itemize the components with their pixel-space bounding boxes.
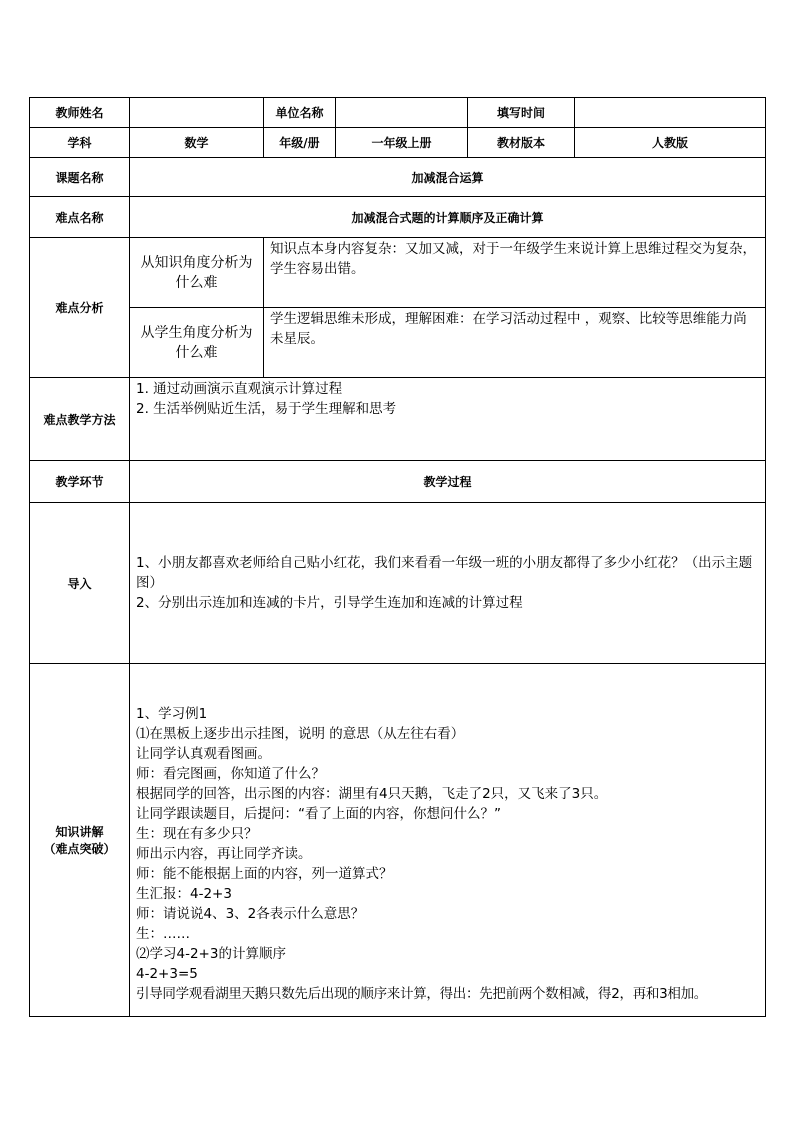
lecture-line-2: ⑴在黑板上逐步出示挂图，说明 的意思（从左往右看） <box>136 726 465 742</box>
student-angle-label <box>130 308 264 378</box>
student-angle-text: 学生逻辑思维未形成，理解困难：在学习活动过程中 ，观察、比较等思维能力尚未星辰。 <box>264 308 766 378</box>
intro-paragraph-2: 2、分别出示连加和连减的卡片，引导学生连加和连减的计算过程 <box>136 595 523 611</box>
lecture-line-4: 师：看完图画，你知道了什么？ <box>136 766 325 782</box>
subject-value: 数学 <box>130 128 264 158</box>
edition-label: 教材版本 <box>468 128 575 158</box>
knowledge-angle-label-line-1: 从知识角度分析为 <box>140 254 253 271</box>
process-title: 教学过程 <box>130 461 766 503</box>
grade-value: 一年级上册 <box>336 128 468 158</box>
lecture-line-3: 让同学认真观看图画。 <box>136 746 271 762</box>
lecture-label-line-1: 知识讲解 <box>55 825 104 839</box>
lecture-line-1: 1、学习例1 <box>136 706 208 722</box>
analysis-label: 难点分析 <box>30 238 130 378</box>
lecture-label-line-2: （难点突破） <box>43 842 116 856</box>
intro-content <box>130 503 766 664</box>
difficulty-row <box>30 197 766 238</box>
header-row-2 <box>30 128 766 158</box>
fill-date-value <box>575 98 766 128</box>
knowledge-angle-label-line-2: 什么难 <box>175 274 218 291</box>
analysis-row-knowledge <box>30 238 766 308</box>
knowledge-angle-label <box>130 238 264 308</box>
lecture-label <box>30 664 130 1017</box>
lecture-line-14: 4-2+3=5 <box>136 966 198 982</box>
process-stage-label: 教学环节 <box>30 461 130 503</box>
lecture-content <box>130 664 766 1017</box>
lesson-plan-table <box>29 97 766 1017</box>
difficulty-value: 加减混合式题的计算顺序及正确计算 <box>130 197 766 238</box>
teacher-name-value <box>130 98 264 128</box>
lecture-line-13: ⑵学习4-2+3的计算顺序 <box>136 946 286 962</box>
student-angle-label-line-1: 从学生角度分析为 <box>140 324 253 341</box>
unit-name-value <box>336 98 468 128</box>
intro-row <box>30 503 766 664</box>
unit-name-label: 单位名称 <box>264 98 336 128</box>
grade-label: 年级/册 <box>264 128 336 158</box>
lecture-line-6: 让同学跟读题目，后提问：“看了上面的内容，你想问什么？” <box>136 806 501 822</box>
process-header-row <box>30 461 766 503</box>
methods-list <box>130 378 766 461</box>
teacher-name-label: 教师姓名 <box>30 98 130 128</box>
subject-label: 学科 <box>30 128 130 158</box>
lecture-line-15: 引导同学观看湖里天鹅只数先后出现的顺序来计算，得出：先把前两个数相减，得2，再和3相加。 <box>136 986 707 1002</box>
knowledge-angle-text: 知识点本身内容复杂：又加又减，对于一年级学生来说计算上思维过程交为复杂，学生容易出错。 <box>264 238 766 308</box>
lecture-line-7: 生：现在有多少只？ <box>136 826 258 842</box>
analysis-row-student <box>30 308 766 378</box>
intro-label: 导入 <box>30 503 130 664</box>
fill-date-label: 填写时间 <box>468 98 575 128</box>
methods-row <box>30 378 766 461</box>
method-item-2: 2. 生活举例贴近生活，易于学生理解和思考 <box>136 401 397 417</box>
lecture-line-5: 根据同学的回答，出示图的内容：湖里有4只天鹅，飞走了2只，又飞来了3只。 <box>136 786 608 802</box>
header-row-1 <box>30 98 766 128</box>
topic-label: 课题名称 <box>30 158 130 197</box>
method-item-1: 1. 通过动画演示直观演示计算过程 <box>136 381 343 397</box>
lecture-line-11: 师：请说说4、3、2各表示什么意思？ <box>136 906 365 922</box>
lecture-line-10: 生汇报：4-2+3 <box>136 886 232 902</box>
methods-label: 难点教学方法 <box>30 378 130 461</box>
lecture-line-9: 师：能不能根据上面的内容，列一道算式？ <box>136 866 393 882</box>
lecture-line-12: 生：…… <box>136 926 190 942</box>
student-angle-label-line-2: 什么难 <box>175 344 218 361</box>
difficulty-label: 难点名称 <box>30 197 130 238</box>
lecture-row <box>30 664 766 1017</box>
lecture-line-8: 师出示内容，再让同学齐读。 <box>136 846 312 862</box>
topic-value: 加减混合运算 <box>130 158 766 197</box>
intro-paragraph-1: 1、小朋友都喜欢老师给自己贴小红花，我们来看看一年级一班的小朋友都得了多少小红花？（出示主题图） <box>136 555 753 591</box>
topic-row <box>30 158 766 197</box>
edition-value: 人教版 <box>575 128 766 158</box>
